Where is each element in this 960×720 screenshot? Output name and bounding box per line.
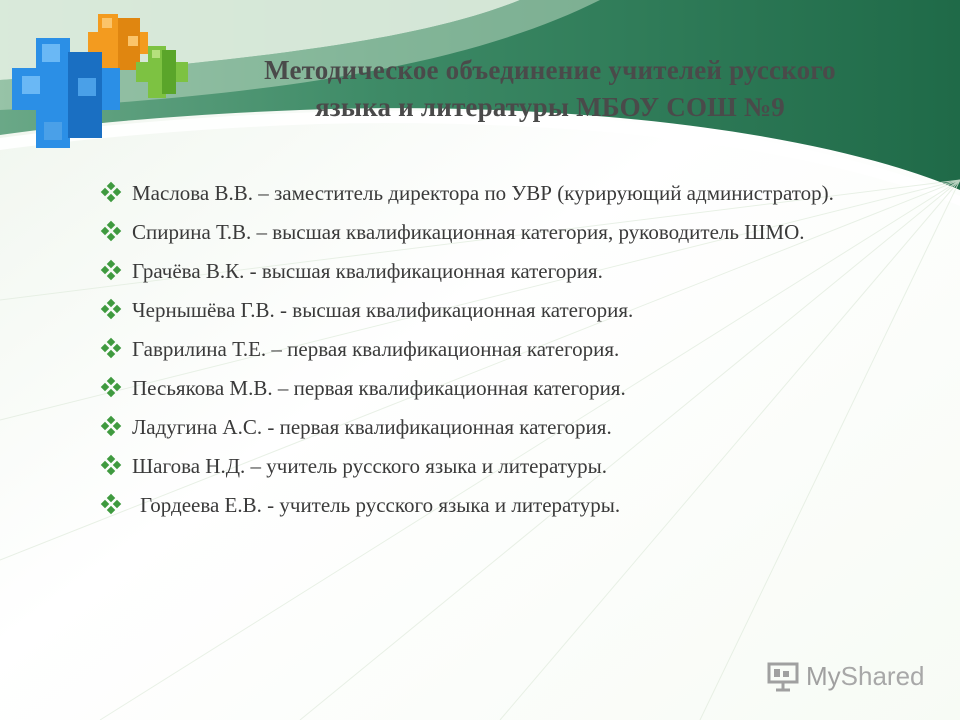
watermark-shared: Shared	[840, 660, 925, 691]
title-line-1: Методическое объединение учителей русского	[264, 55, 836, 85]
diamond-bullet-icon	[100, 298, 122, 320]
list-item-text: Шагова Н.Д. – учитель русского языка и литературы.	[132, 454, 608, 478]
list-item	[100, 256, 920, 287]
diamond-bullet-icon	[100, 259, 122, 281]
members-list	[100, 178, 920, 529]
list-item	[100, 412, 920, 443]
list-item-text: Грачёва В.К. - высшая квалификационная категория.	[132, 259, 603, 283]
list-item-text: Ладугина А.С. - первая квалификационная категория.	[132, 415, 612, 439]
diamond-bullet-icon	[100, 220, 122, 242]
list-item	[100, 178, 920, 209]
list-item	[100, 451, 920, 482]
diamond-bullet-icon	[100, 337, 122, 359]
list-item	[100, 334, 920, 365]
diamond-bullet-icon	[100, 415, 122, 437]
myshared-watermark	[766, 656, 925, 696]
list-item-text: Спирина Т.В. – высшая квалификационная категория, руководитель ШМО.	[132, 220, 805, 244]
diamond-bullet-icon	[100, 493, 122, 515]
list-item	[100, 490, 920, 521]
list-item	[100, 373, 920, 404]
diamond-bullet-icon	[100, 181, 122, 203]
diamond-bullet-icon	[100, 376, 122, 398]
list-item-text: Гаврилина Т.Е. – первая квалификационная категория.	[132, 337, 620, 361]
cube-cluster-icon	[8, 8, 198, 158]
list-item	[100, 217, 920, 248]
slide-title	[190, 52, 910, 126]
list-item-text: Песьякова М.В. – первая квалификационная категория.	[132, 376, 626, 400]
list-item-text: Чернышёва Г.В. - высшая квалификационная категория.	[132, 298, 634, 322]
watermark-my: My	[806, 660, 841, 691]
list-item	[100, 295, 920, 326]
list-item-text: Гордеева Е.В. - учитель русского языка и литературы.	[140, 493, 621, 517]
diamond-bullet-icon	[100, 454, 122, 476]
title-line-2: языка и литературы МБОУ СОШ №9	[315, 92, 785, 122]
presentation-logo-icon	[766, 659, 800, 693]
list-item-text: Маслова В.В. – заместитель директора по УВР (курирующий администратор).	[132, 181, 834, 205]
